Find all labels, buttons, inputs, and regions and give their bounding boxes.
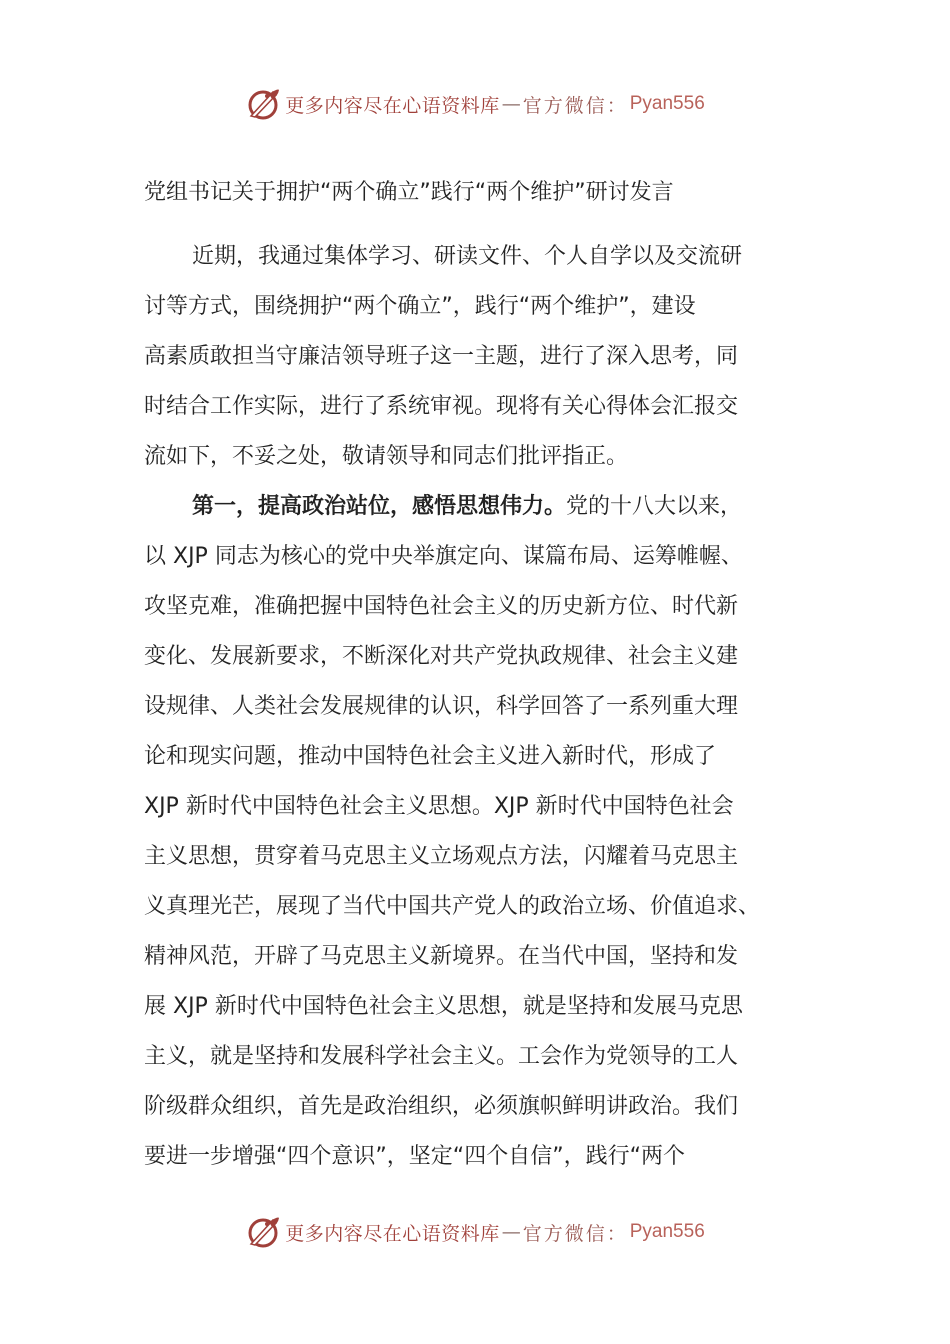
- banner-wechat-label: 官方微信：: [522, 94, 628, 117]
- banner-wechat-label: 官方微信：: [522, 1222, 628, 1245]
- text-line: 主义思想，贯穿着马克思主义立场观点方法，闪耀着马克思主: [144, 844, 739, 869]
- text-line: 义真理光芒，展现了当代中国共产党人的政治立场、价值追求、: [144, 894, 761, 919]
- banner-slogan: 更多内容尽在心语资料库: [285, 94, 500, 117]
- section-heading-continuation: 党的十八大以来，: [566, 494, 743, 519]
- text-line: 以 XJP 同志为核心的党中央举旗定向、谋篇布局、运筹帷幄、: [144, 544, 743, 569]
- quill-logo-icon: [245, 86, 281, 122]
- text-line: XJP 新时代中国特色社会主义思想。XJP 新时代中国特色社会: [144, 794, 734, 819]
- text-line: 攻坚克难，准确把握中国特色社会主义的历史新方位、时代新: [144, 594, 739, 619]
- text-line: 主义，就是坚持和发展科学社会主义。工会作为党领导的工人: [144, 1044, 739, 1069]
- text-line: 时结合工作实际，进行了系统审视。现将有关心得体会汇报交: [144, 394, 739, 419]
- section-heading-line: [144, 482, 824, 532]
- text-line: 变化、发展新要求，不断深化对共产党执政规律、社会主义建: [144, 644, 739, 669]
- text-line: 阶级群众组织，首先是政治组织，必须旗帜鲜明讲政治。我们: [144, 1094, 739, 1119]
- text-line: 展 XJP 新时代中国特色社会主义思想，就是坚持和发展马克思: [144, 994, 743, 1019]
- text-line: 流如下，不妥之处，敬请领导和同志们批评指正。: [144, 444, 629, 469]
- text-line: 讨等方式，围绕拥护“两个确立”，践行“两个维护”，建设: [144, 294, 696, 319]
- text-line: 论和现实问题，推动中国特色社会主义进入新时代，形成了: [144, 744, 717, 769]
- text-line: 近期，我通过集体学习、研读文件、个人自学以及交流研: [192, 244, 743, 269]
- text-line: 高素质敢担当守廉洁领导班子这一主题，进行了深入思考，同: [144, 344, 739, 369]
- document-title: 党组书记关于拥护“两个确立”践行“两个维护”研讨发言: [144, 180, 674, 205]
- footer-banner: [0, 1210, 950, 1254]
- section-heading: 第一，提高政治站位，感悟思想伟力。: [192, 494, 567, 519]
- text-line: 要进一步增强“四个意识”，坚定“四个自信”，践行“两个: [144, 1144, 685, 1169]
- banner-slogan: 更多内容尽在心语资料库: [285, 1222, 500, 1245]
- text-line: 精神风范，开辟了马克思主义新境界。在当代中国，坚持和发: [144, 944, 739, 969]
- quill-logo-icon: [245, 1214, 281, 1250]
- banner-wechat-id: Pyan556: [629, 93, 705, 114]
- document-body: [144, 232, 824, 1182]
- banner-wechat-id: Pyan556: [629, 1221, 705, 1242]
- text-line: 设规律、人类社会发展规律的认识，科学回答了一系列重大理: [144, 694, 739, 719]
- banner-separator: —: [501, 93, 521, 115]
- header-banner: [0, 82, 950, 126]
- banner-separator: —: [501, 1221, 521, 1243]
